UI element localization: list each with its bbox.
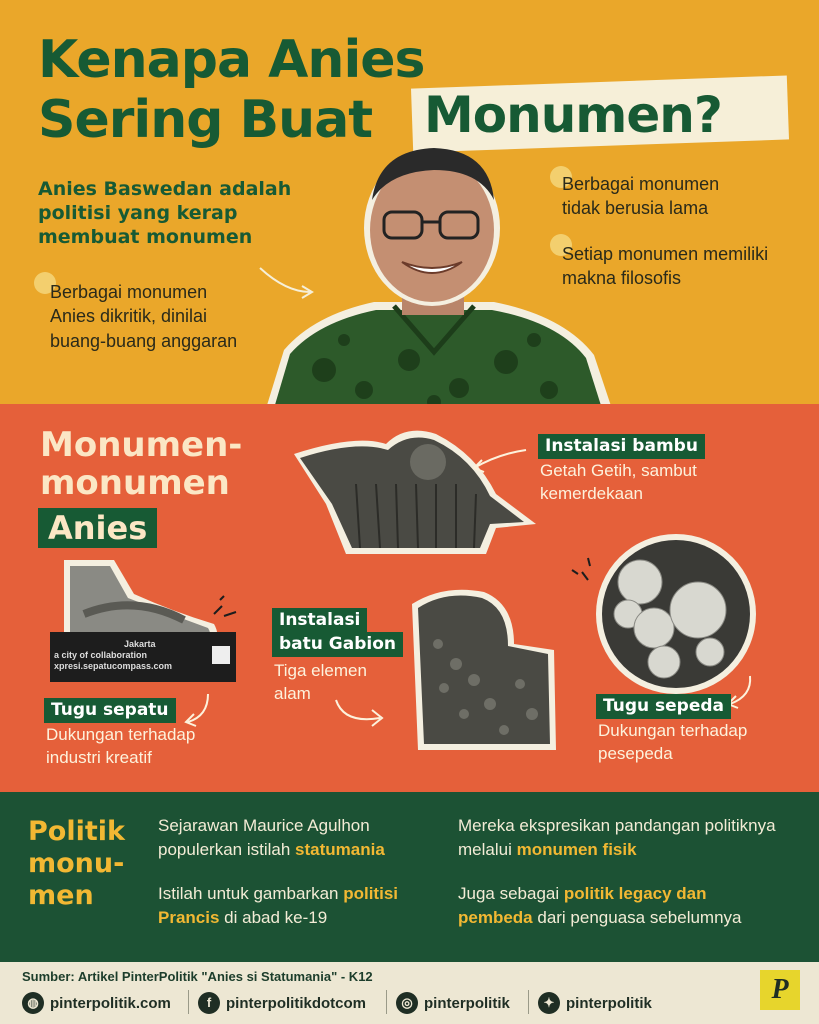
arrow-icon: [468, 446, 532, 476]
caption-bambu: Getah Getih, sambut kemerdekaan: [540, 461, 697, 503]
politik-title-line-3: men: [28, 879, 94, 911]
politik-section: [0, 792, 819, 962]
title-highlight: Monumen?: [424, 86, 722, 144]
facebook-label: pinterpolitikdotcom: [226, 994, 366, 1012]
pinterpolitik-logo: P: [760, 970, 800, 1010]
sparkle-icon: [568, 554, 598, 584]
label-bambu: Instalasi bambu: [538, 434, 705, 459]
politik-point-4-text: Juga sebagai: [458, 884, 564, 903]
label-sepatu: Tugu sepatu: [44, 698, 176, 723]
facebook-link[interactable]: [198, 992, 366, 1014]
arrow-icon: [330, 694, 390, 730]
politik-title: [28, 816, 125, 912]
politik-point-3-highlight: monumen fisik: [516, 839, 637, 859]
bullet-right-1: Berbagai monumen tidak berusia lama: [562, 174, 720, 219]
instagram-link[interactable]: [396, 992, 510, 1014]
politik-point-2-text-end: di abad ke-19: [219, 907, 328, 927]
monuments-section: [0, 404, 819, 796]
twitter-label: pinterpolitik: [566, 994, 652, 1012]
qr-code-icon: [210, 644, 232, 666]
politik-point-2-highlight: politisi Prancis: [158, 884, 398, 927]
politik-point-4: [458, 882, 803, 930]
bullet-right-2: Setiap monumen memiliki makna filosofis: [562, 244, 769, 289]
instagram-icon: ◎: [396, 992, 418, 1014]
instagram-label: pinterpolitik: [424, 994, 510, 1012]
politik-point-4-text-end: dari penguasa sebelumnya: [532, 907, 742, 927]
twitter-icon: ✦: [538, 992, 560, 1014]
politik-point-3-text: Mereka ekspresikan pandangan politiknya melalui: [458, 816, 776, 859]
label-gabion-line-2: batu Gabion: [272, 632, 403, 657]
header-section: [0, 0, 819, 410]
politik-point-1-highlight: statumania: [295, 839, 385, 859]
sparkle-icon: [206, 594, 246, 624]
monuments-title-line-1: Monumen-: [40, 425, 243, 465]
politik-point-1-text: Sejarawan Maurice Agulhon populerkan istilah: [158, 816, 370, 859]
politik-point-1: [158, 814, 438, 862]
divider: [188, 990, 189, 1014]
globe-icon: ◍: [22, 992, 44, 1014]
gabion-installation-image: [404, 584, 564, 754]
politik-point-3: [458, 814, 778, 862]
title-line-2: Sering Buat: [38, 90, 373, 150]
lead-text: Anies Baswedan adalah politisi yang kerap membuat monumen: [38, 178, 292, 248]
caption-sepeda: Dukungan terhadap pesepeda: [598, 721, 748, 763]
twitter-link[interactable]: [538, 992, 652, 1014]
shoe-board-line-2: xpresi.sepatucompass.com: [54, 660, 173, 671]
arrow-icon: [256, 262, 316, 302]
politik-title-line-1: Politik: [28, 816, 125, 847]
politik-point-2: [158, 882, 438, 930]
label-sepeda: Tugu sepeda: [596, 694, 731, 719]
politik-point-4-highlight-2: pembeda: [458, 907, 533, 927]
politik-point-2-text: Istilah untuk gambarkan: [158, 884, 344, 903]
shoe-board-brand: Jakarta: [124, 639, 156, 649]
website-link[interactable]: [22, 992, 171, 1014]
title-line-1: Kenapa Anies: [38, 30, 425, 90]
footer: [0, 962, 819, 1024]
caption-gabion: Tiga elemen alam: [274, 661, 367, 703]
facebook-icon: f: [198, 992, 220, 1014]
website-label: pinterpolitik.com: [50, 994, 171, 1012]
shoe-board-text: [54, 639, 172, 671]
source-text: Sumber: Artikel PinterPolitik "Anies si Statumania" - K12: [22, 969, 373, 984]
label-gabion-line-1: Instalasi: [272, 608, 367, 633]
caption-sepatu: Dukungan terhadap industri kreatif: [46, 725, 196, 767]
divider: [386, 990, 387, 1014]
monuments-title-tag: Anies: [38, 508, 157, 548]
politik-point-4-highlight-1: politik legacy dan: [563, 884, 707, 903]
monuments-title: [40, 426, 242, 502]
monuments-title-line-2: monumen: [40, 463, 230, 504]
politik-title-line-2: monu-: [28, 847, 125, 879]
shoe-board-line-1: a city of collaboration: [54, 649, 148, 660]
bullet-left: Berbagai monumen Anies dikritik, dinilai buang-buang anggaran: [50, 282, 238, 351]
bamboo-installation-image: [286, 424, 546, 564]
divider: [528, 990, 529, 1014]
